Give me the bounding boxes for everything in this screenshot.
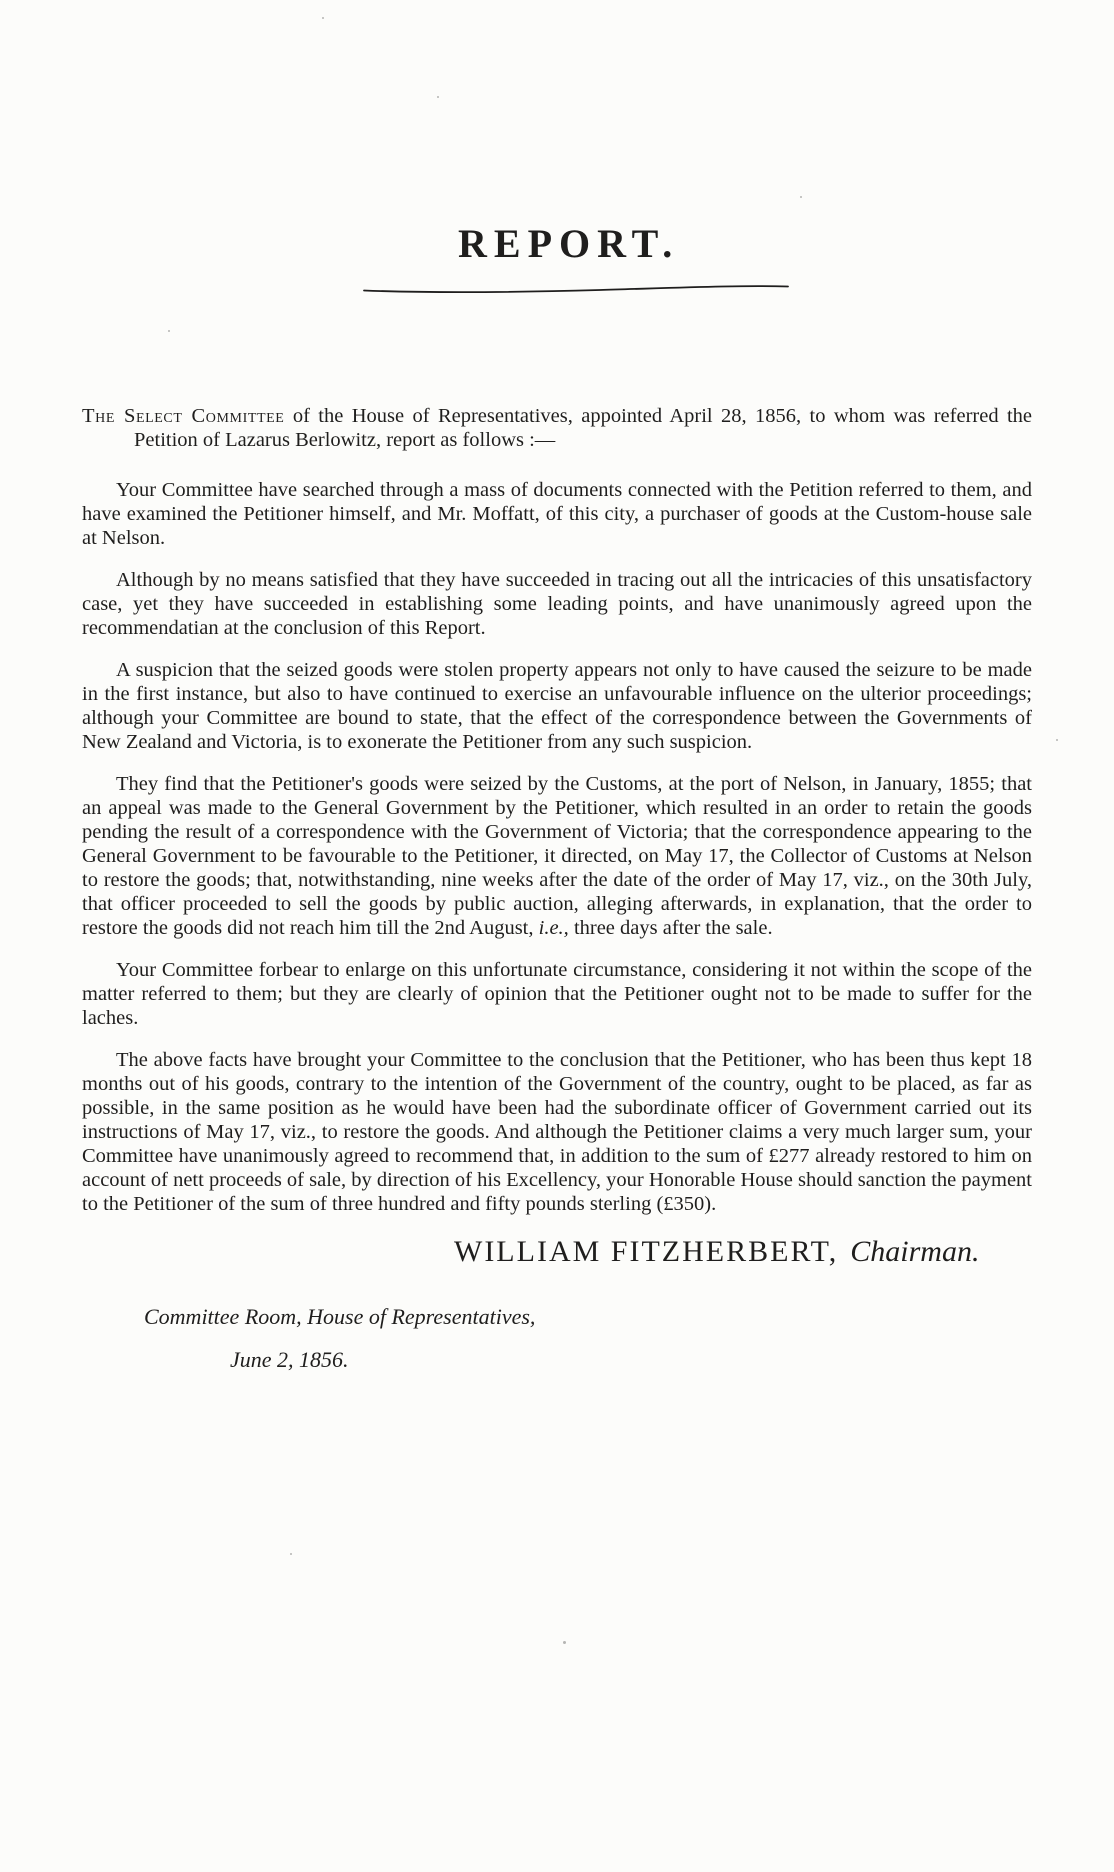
paragraph-opening bbox=[82, 404, 1032, 452]
paragraph-opening-rest: of the House of Representatives, appointed April 28, 1856, to whom was referred the Petition of Lazarus Berlowitz, report as follows :— bbox=[134, 405, 1032, 451]
paragraph-documents-searched: Your Committee have searched through a mass of documents connected with the Petition referred to them, and have examined the Petitioner himself, and Mr. Moffatt, of this city, a purchaser of goods at the Custom-house sale at Nelson. bbox=[82, 479, 1032, 549]
select-committee-lead: The Select Committee bbox=[82, 405, 285, 427]
paragraph-findings bbox=[82, 772, 1032, 940]
paragraph-conclusion: The above facts have brought your Committee to the conclusion that the Petitioner, who has been thus kept 18 months out of his goods, contrary to the intention of the Government of the country, ought to be placed, as far as possible, in the same position as he would have been had the subordinate officer of Government carried out its instructions of May 17, viz., to restore the goods. And although the Petitioner claims a very much larger sum, your Committee have unanimously agreed to recommend that, in addition to the sum of £277 already restored to him on account of nett proceeds of sale, by direction of his Excellency, your Honorable House should sanction the payment to the Petitioner of the sum of three hundred and fifty pounds sterling (£350). bbox=[82, 1049, 1032, 1215]
page-title: REPORT. bbox=[458, 221, 680, 266]
scan-speck bbox=[1056, 739, 1058, 741]
scan-speck bbox=[322, 17, 324, 19]
scan-speck bbox=[800, 196, 802, 198]
paragraph-although-satisfied: Although by no means satisfied that they have succeeded in tracing out all the intricacies of this unsatisfactory case, yet they have succeeded in establishing some leading points, and have unanimously agreed upon the recommendatian at the conclusion of this Report. bbox=[82, 569, 1032, 639]
title-rule bbox=[360, 282, 792, 294]
date-line: June 2, 1856. bbox=[230, 1347, 349, 1373]
scan-speck bbox=[437, 96, 439, 98]
signature-line bbox=[454, 1234, 1032, 1270]
findings-ie-abbrev: i.e., bbox=[538, 917, 569, 939]
committee-room-line: Committee Room, House of Representatives, bbox=[144, 1304, 536, 1329]
findings-text-b: three days after the sale. bbox=[568, 917, 773, 939]
scan-speck bbox=[290, 1553, 292, 1555]
chairman-name: WILLIAM FITZHERBERT, bbox=[454, 1235, 839, 1268]
scan-speck bbox=[168, 330, 170, 332]
chairman-title: Chairman. bbox=[850, 1235, 980, 1268]
findings-text-a: They find that the Petitioner's goods were seized by the Customs, at the port of Nelson, in January, 1855; that an appeal was made to the General Government by the Petitioner, which resulted in an order to retain the goods pending the result of a correspondence with the Government of Victoria; that the correspondence appearing to the General Government to be favourable to the Petitioner, it directed, on May 17, the Collector of Customs at Nelson to restore the goods; that, notwithstanding, nine weeks after the date of the order of May 17, viz., on the 30th July, that officer proceeded to sell the goods by public auction, alleging afterwards, in explanation, that the order to restore the goods did not reach him till the 2nd August, bbox=[82, 773, 1032, 939]
report-body bbox=[82, 404, 1032, 1374]
paragraph-forbear: Your Committee forbear to enlarge on this unfortunate circumstance, considering it not within the scope of the matter referred to them; but they are clearly of opinion that the Petitioner ought not to be made to suffer for the laches. bbox=[82, 959, 1032, 1029]
title-rule-line bbox=[360, 283, 792, 295]
scan-speck bbox=[563, 1641, 566, 1644]
paragraph-suspicion: A suspicion that the seized goods were stolen property appears not only to have caused the seizure to be made in the first instance, but also to have continued to exercise an unfavourable influence on the ulterior proceedings; although your Committee are bound to state, that the effect of the correspondence between the Governments of New Zealand and Victoria, is to exonerate the Petitioner from any such suspicion. bbox=[82, 659, 1032, 753]
